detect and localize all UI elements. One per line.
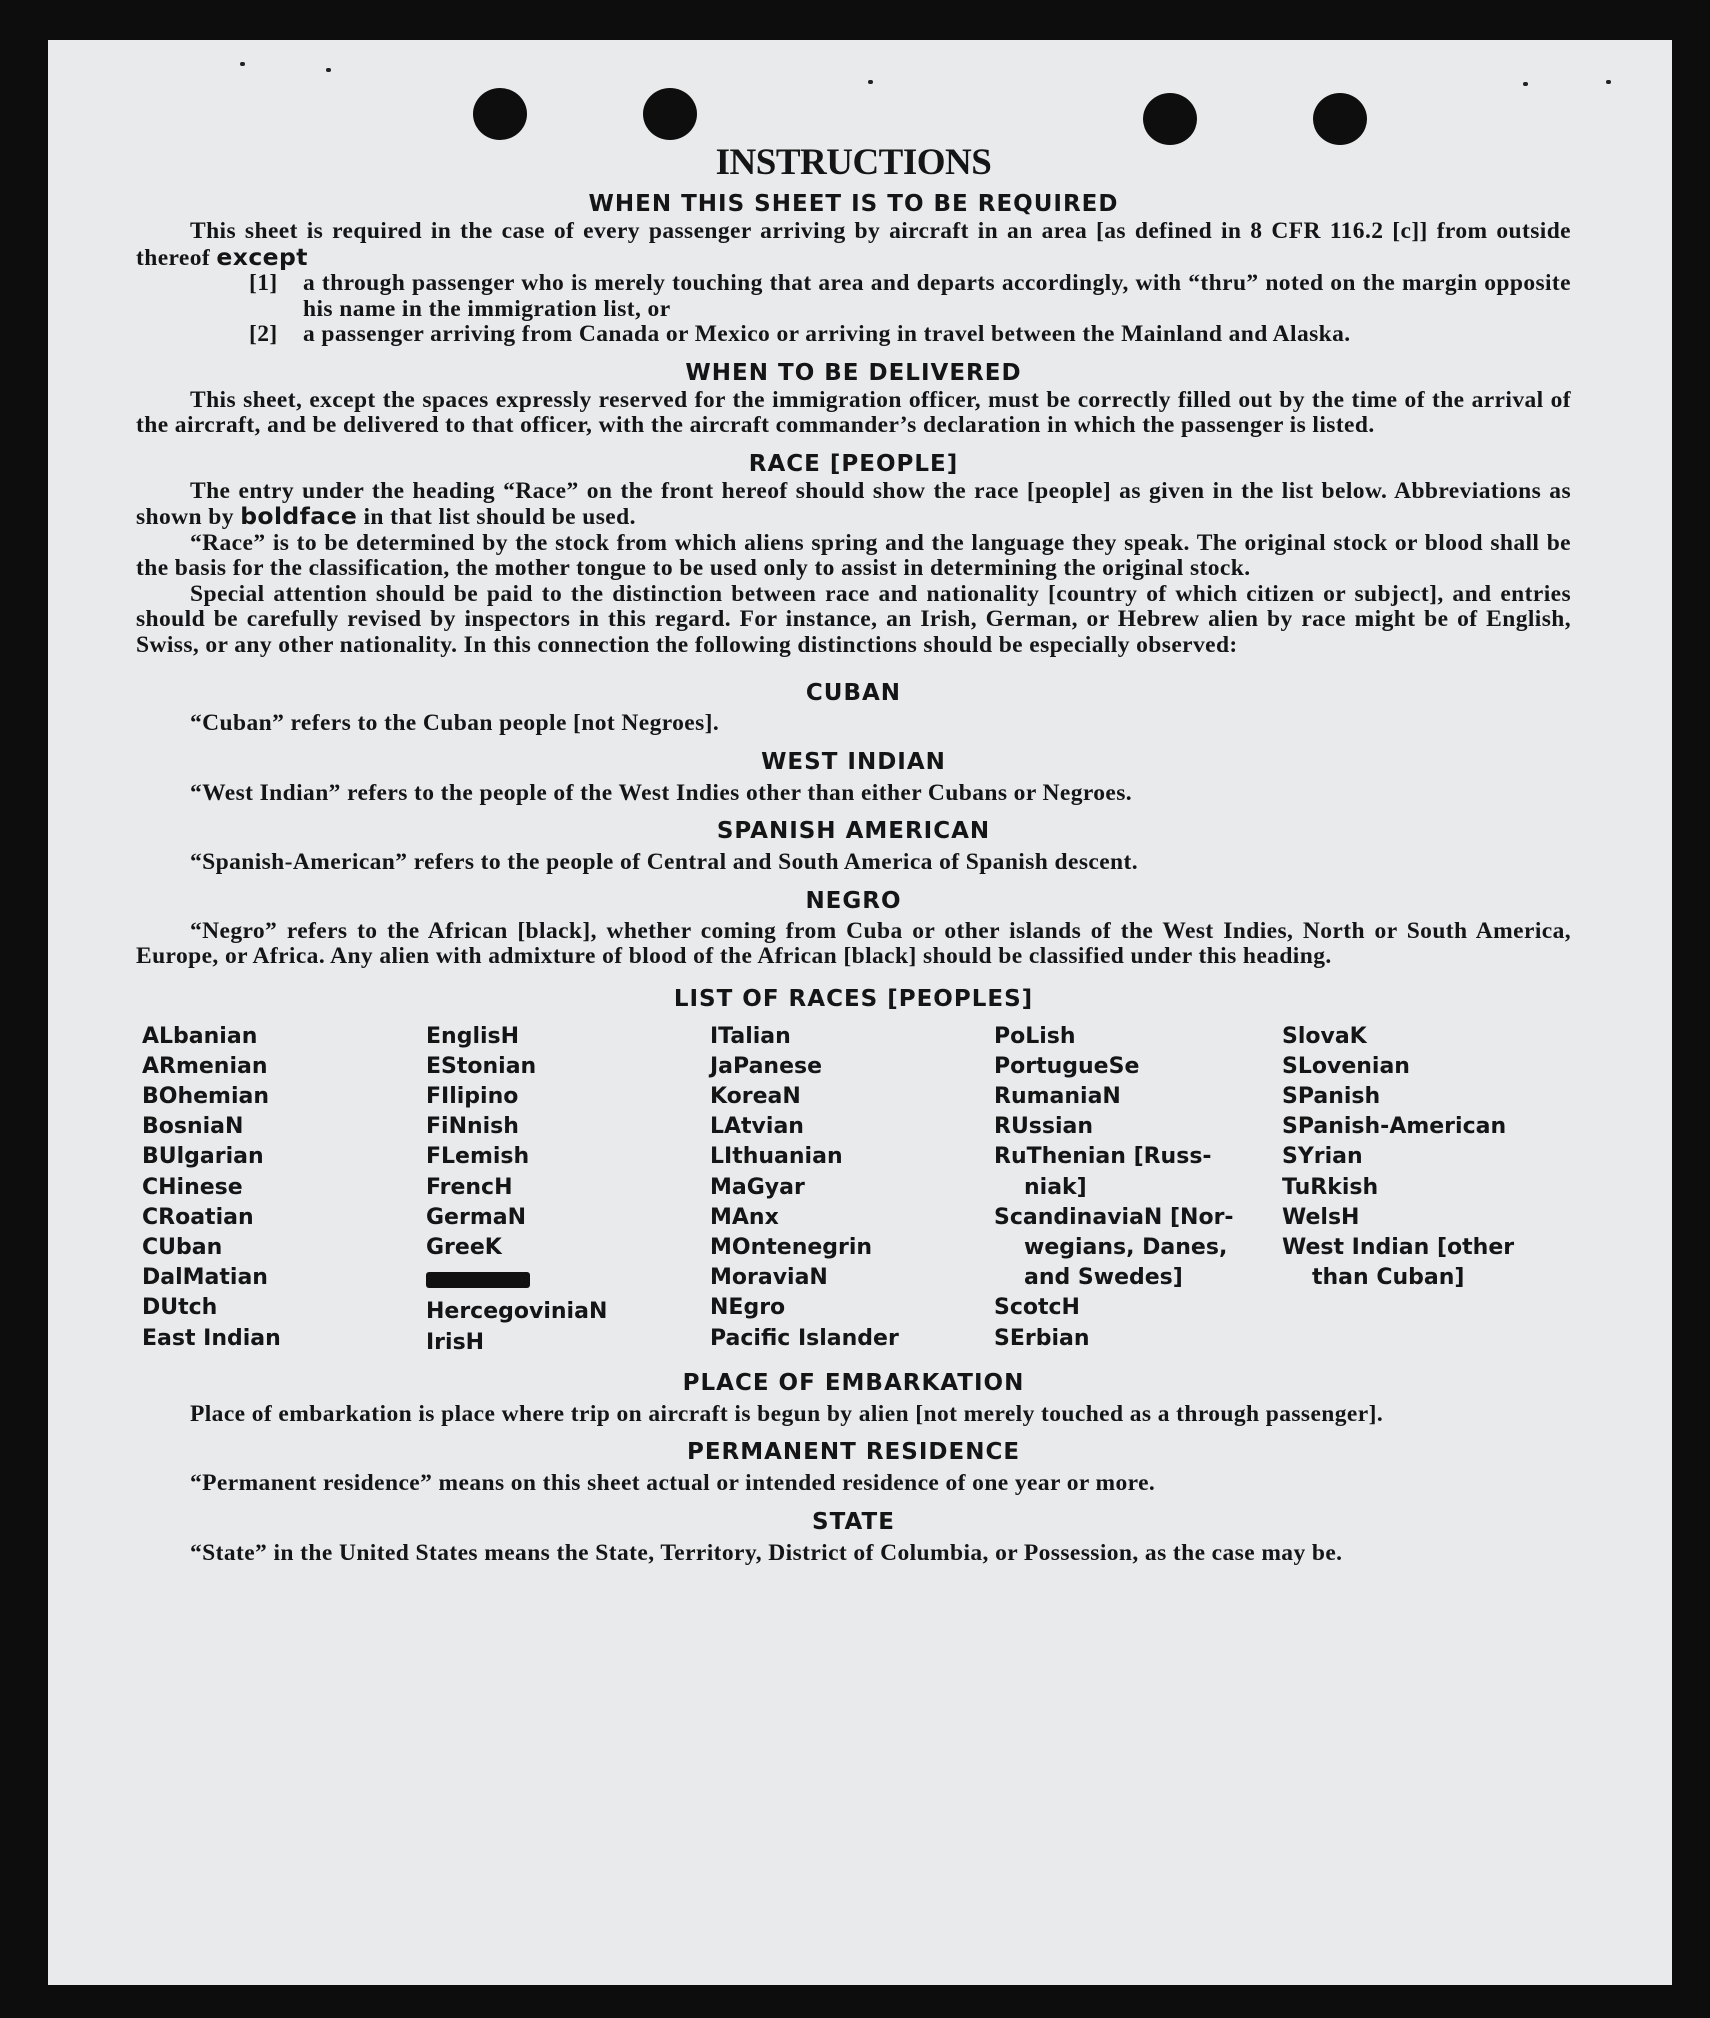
race-item: SErbian <box>994 1325 1090 1351</box>
race-item: MoraviaN <box>710 1265 828 1291</box>
race-item: SPanish-American <box>1282 1114 1507 1140</box>
race-item: KoreaN <box>710 1083 801 1109</box>
race-item: CRoatian <box>142 1204 254 1230</box>
race-item: EStonian <box>426 1053 537 1079</box>
race-item: FLemish <box>426 1144 530 1170</box>
race-column <box>142 1022 426 1358</box>
race-item: BUlgarian <box>142 1144 264 1170</box>
race-item: FiNnish <box>426 1114 519 1140</box>
race-item: LAtvian <box>710 1114 804 1140</box>
race-paragraph: “Race” is to be determined by the stock from which aliens spring and the language they speak. The original stock or blood shall be the basis for the classification, the mother tongue to be used only to assist in determining the original stock. <box>136 529 1571 581</box>
heading-list-of-races: LIST OF RACES [PEOPLES] <box>673 985 1034 1012</box>
heading-negro: NEGRO <box>805 887 902 914</box>
race-item: ScandinaviaN [Nor- <box>994 1204 1234 1230</box>
heading-embarkation: PLACE OF EMBARKATION <box>682 1369 1025 1396</box>
heading-permanent-residence: PERMANENT RESIDENCE <box>686 1439 1021 1466</box>
race-item: HercegoviniaN <box>426 1299 608 1325</box>
race-item: Pacific Islander <box>710 1325 899 1351</box>
race-item: WelsH <box>1282 1204 1360 1230</box>
cuban-text: “Cuban” refers to the Cuban people [not Negroes]. <box>190 710 720 736</box>
race-item: DUtch <box>142 1295 218 1321</box>
race-item: PoLish <box>994 1023 1076 1049</box>
race-item: CHinese <box>142 1174 243 1200</box>
negro-text: “Negro” refers to the African [black], whether coming from Cuba or other islands of the West Indies, North or South America, Europe, or Africa. Any alien with admixture of blood of the African [black] should be classified under this heading. <box>136 917 1571 969</box>
race-paragraph: The entry under the heading “Race” on the front hereof should show the race [people] as given in the list below. Abbreviations as shown by boldface in that list should be used. <box>136 477 1571 530</box>
race-item: RumaniaN <box>994 1083 1121 1109</box>
race-item: East Indian <box>142 1325 281 1351</box>
race-item: DalMatian <box>142 1265 268 1291</box>
race-item-continued: wegians, Danes, <box>1024 1234 1228 1260</box>
race-item: FrencH <box>426 1174 513 1200</box>
west-indian-text: “West Indian” refers to the people of the West Indies other than either Cubans or Negroes. <box>190 779 1133 806</box>
heading-cuban: CUBAN <box>805 680 902 706</box>
heading-race: RACE [PEOPLE] <box>748 450 959 477</box>
race-item: BOhemian <box>142 1083 270 1109</box>
race-item: RuThenian [Russ- <box>994 1144 1212 1170</box>
race-column <box>710 1022 994 1358</box>
race-item: West Indian [other <box>1282 1234 1515 1260</box>
race-item: ALbanian <box>142 1023 258 1049</box>
required-intro: This sheet is required in the case of every passenger arriving by aircraft in an area [as defined in 8 CFR 116.2 [c]] from outside thereof except <box>136 218 1571 271</box>
race-item: LIthuanian <box>710 1144 843 1170</box>
race-item: CUban <box>142 1234 223 1260</box>
races-list <box>142 1022 1571 1358</box>
punch-hole <box>473 88 527 140</box>
race-item: PortugueSe <box>994 1053 1140 1079</box>
race-item: SlovaK <box>1282 1023 1367 1049</box>
paper-speck <box>1523 82 1528 86</box>
race-item: ITalian <box>710 1023 791 1049</box>
race-item: FIlipino <box>426 1083 519 1109</box>
heading-when-delivered: WHEN TO BE DELIVERED <box>685 359 1022 386</box>
heading-spanish-american: SPANISH AMERICAN <box>716 818 991 844</box>
race-item: SYrian <box>1282 1144 1363 1170</box>
race-item: RUssian <box>994 1114 1094 1140</box>
race-item: SLovenian <box>1282 1053 1410 1079</box>
document-sheet <box>48 40 1672 1985</box>
paper-speck <box>326 68 331 72</box>
race-item-continued: niak] <box>1024 1174 1087 1200</box>
race-column <box>1282 1022 1582 1358</box>
race-item: GreeK <box>426 1234 502 1260</box>
race-item: MaGyar <box>710 1174 805 1200</box>
race-item-continued: and Swedes] <box>1024 1265 1183 1291</box>
punch-hole <box>1313 93 1367 145</box>
exception-item: [2] a passenger arriving from Canada or Mexico or arriving in travel between the Mainland and Alaska. <box>249 321 1351 347</box>
race-column <box>994 1022 1282 1358</box>
race-item: NEgro <box>710 1295 786 1321</box>
spanish-american-text: “Spanish-American” refers to the people of Central and South America of Spanish descent. <box>190 849 1138 875</box>
race-item: ScotcH <box>994 1295 1080 1321</box>
delivered-text: This sheet, except the spaces expressly reserved for the immigration officer, must be correctly filled out by the time of the arrival of the aircraft, and be delivered to that officer, with the aircraft commander’s declaration in which the passenger is listed. <box>136 386 1571 438</box>
exception-item: [1] a through passenger who is merely touching that area and departs accordingly, with “thru” noted on the margin opposite his name in the immigration list, or <box>249 270 1571 322</box>
race-item: GermaN <box>426 1204 527 1230</box>
race-item-redacted <box>426 1263 710 1297</box>
race-item: MOntenegrin <box>710 1234 873 1260</box>
race-item: BosniaN <box>142 1114 244 1140</box>
page-title: INSTRUCTIONS <box>715 142 992 183</box>
paper-speck <box>240 62 245 66</box>
race-item: ARmenian <box>142 1053 268 1079</box>
race-column <box>426 1022 710 1358</box>
race-item: JaPanese <box>710 1053 823 1079</box>
race-item: EnglisH <box>426 1023 520 1049</box>
race-item: MAnx <box>710 1204 779 1230</box>
race-item: TuRkish <box>1282 1174 1379 1200</box>
heading-west-indian: WEST INDIAN <box>761 748 946 775</box>
punch-hole <box>643 88 697 140</box>
race-item-continued: than Cuban] <box>1312 1265 1465 1291</box>
embarkation-text: Place of embarkation is place where trip on aircraft is begun by alien [not merely touched as a through passenger]. <box>190 1400 1384 1427</box>
instructions-content <box>136 143 1571 1566</box>
race-item: IrisH <box>426 1329 485 1355</box>
race-paragraph: Special attention should be paid to the distinction between race and nationality [country of which citizen or subject], and entries should be carefully revised by inspectors in this regard. For instance, an Irish, German, or Hebrew alien by race might be of English, Swiss, or any other nationality. In this connection the following distinctions should be especially observed: <box>136 580 1571 658</box>
punch-hole <box>1143 93 1197 145</box>
state-text: “State” in the United States means the State, Territory, District of Columbia, or Possession, as the case may be. <box>190 1539 1343 1566</box>
race-item: SPanish <box>1282 1083 1381 1109</box>
paper-speck <box>868 80 873 84</box>
paper-speck <box>1606 80 1611 84</box>
heading-state: STATE <box>812 1508 895 1535</box>
residence-text: “Permanent residence” means on this sheet actual or intended residence of one year or more. <box>190 1470 1156 1497</box>
heading-when-required: WHEN THIS SHEET IS TO BE REQUIRED <box>588 191 1119 217</box>
redaction-mark <box>426 1272 530 1288</box>
